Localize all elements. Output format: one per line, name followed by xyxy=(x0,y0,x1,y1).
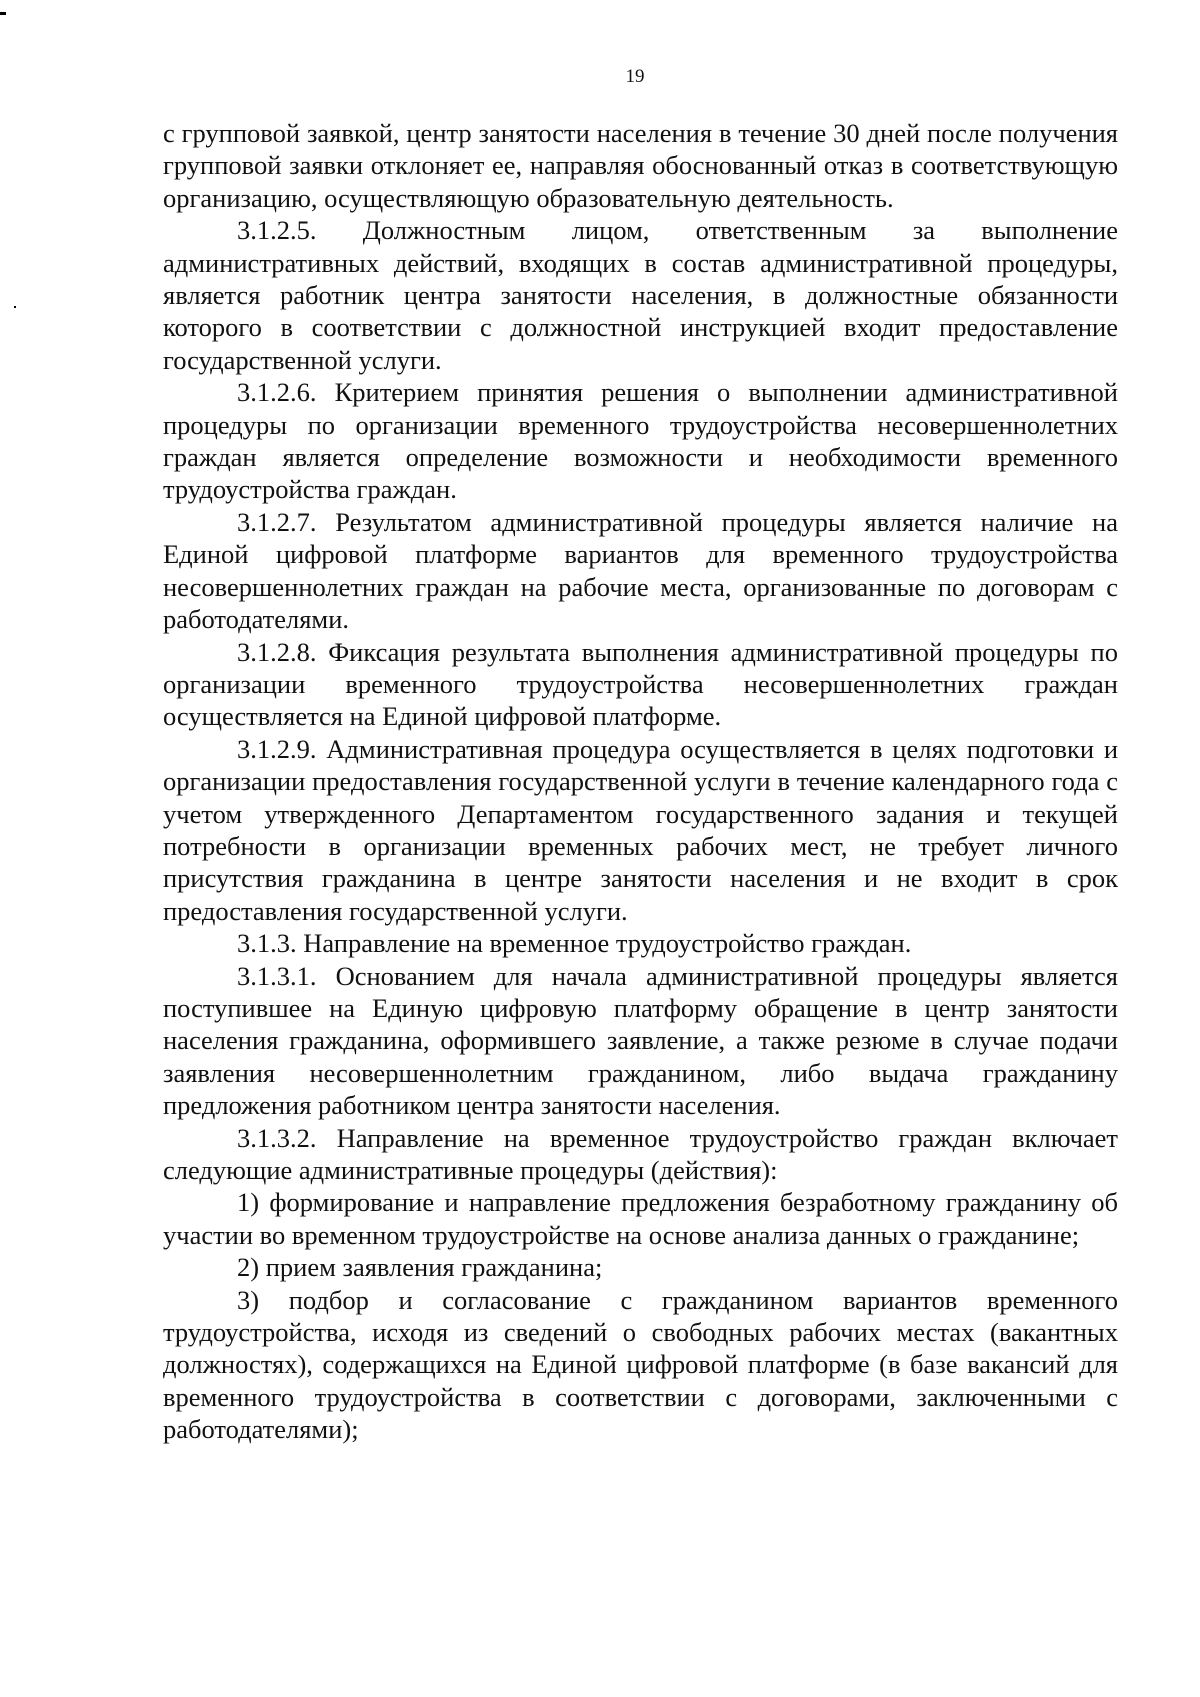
page-number: 19 xyxy=(625,66,645,87)
scan-artifact xyxy=(0,12,6,15)
scan-artifact xyxy=(14,306,16,308)
paragraph: 3.1.2.8. Фиксация результата выполнения административной процедуры по организации временного трудоустройства несовершеннолетних граждан осуществляется на Единой цифровой платформе. xyxy=(163,636,1118,732)
paragraph: с групповой заявкой, центр занятости населения в течение 30 дней после получения групповой заявки отклоняет ее, направляя обоснованный отказ в соответствующую организацию, осуществляющую образовательную деятельность. xyxy=(163,118,1118,213)
list-item: 3) подбор и согласование с гражданином вариантов временного трудоустройства, исходя из сведений о свободных рабочих местах (вакантных должностях), содержащихся на Единой цифровой платформе (в базе вакансий для временного трудоустройства в соответствии с договорами, заключенными с работодателями); xyxy=(163,1284,1118,1445)
paragraph: 3.1.3. Направление на временное трудоустройство граждан. xyxy=(237,928,912,959)
list-item: 1) формирование и направление предложения безработному гражданину об участии во временном трудоустройстве на основе анализа данных о гражданине; xyxy=(163,1187,1118,1250)
paragraph: 3.1.2.9. Административная процедура осуществляется в целях подготовки и организации предоставления государственной услуги в течение календарного года с учетом утвержденного Департаментом государственного задания и текущей потребности в организации временных рабочих мест, не требует личного присутствия гражданина в центре занятости населения и не входит в срок предоставления государственной услуги. xyxy=(163,733,1118,926)
paragraph: 3.1.2.7. Результатом административной процедуры является наличие на Единой цифровой платформе вариантов для временного трудоустройства несовершеннолетних граждан на рабочие места, организованные по договорам с работодателями. xyxy=(163,506,1118,635)
paragraph: 3.1.2.5. Должностным лицом, ответственным за выполнение административных действий, входящих в состав административной процедуры, является работник центра занятости населения, в должностные обязанности которого в соответствии с должностной инструкцией входит предоставление государственной услуги. xyxy=(163,215,1118,375)
paragraph: 3.1.3.1. Основанием для начала административной процедуры является поступившее на Единую цифровую платформу обращение в центр занятости населения гражданина, оформившего заявление, а также резюме в случае подачи заявления несовершеннолетним гражданином, либо выдача гражданину предложения работником центра занятости населения. xyxy=(163,960,1118,1121)
document-body xyxy=(163,117,1118,1446)
paragraph: 3.1.3.2. Направление на временное трудоустройство граждан включает следующие административные процедуры (действия): xyxy=(163,1122,1118,1185)
list-item: 2) прием заявления гражданина; xyxy=(237,1252,603,1283)
paragraph: 3.1.2.6. Критерием принятия решения о выполнении административной процедуры по организации временного трудоустройства несовершеннолетних граждан является определение возможности и необходимости временного трудоустройства граждан. xyxy=(163,377,1118,505)
